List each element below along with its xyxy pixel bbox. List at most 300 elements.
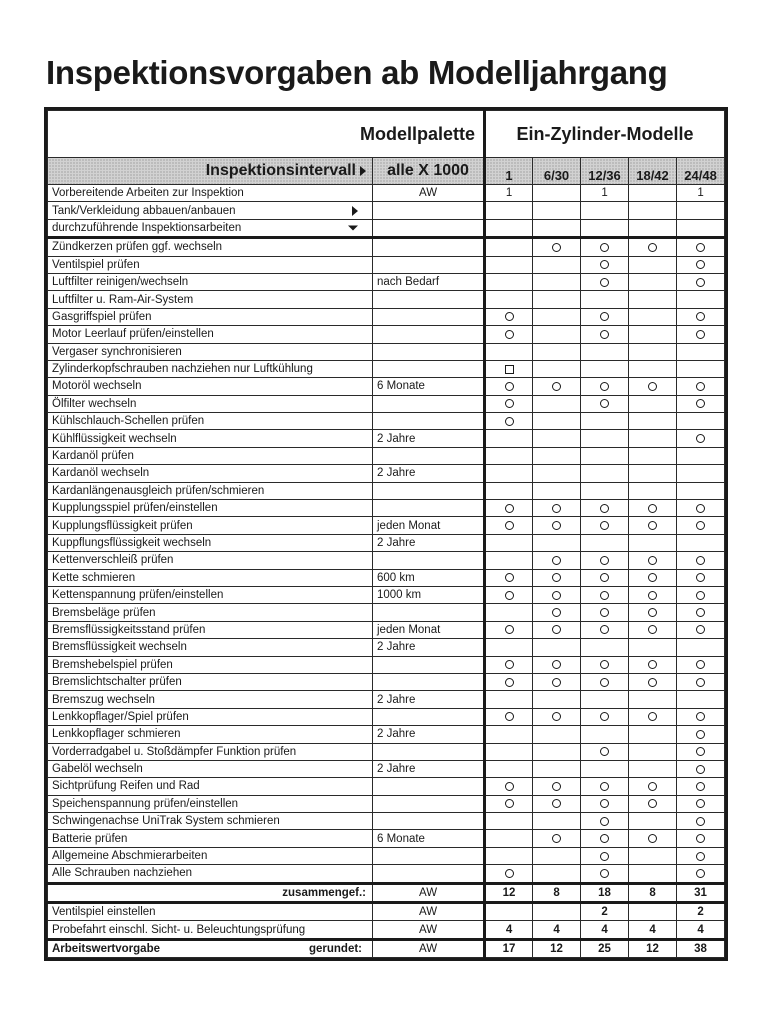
- mark-cell: [533, 621, 581, 638]
- table-row: [48, 830, 725, 847]
- summary-label: zusammengef.:: [48, 883, 373, 902]
- circle-icon: [600, 625, 609, 634]
- interval-value: 1000 km: [373, 586, 485, 603]
- circle-icon: [696, 573, 705, 582]
- task-label: Vergaser synchronisieren: [48, 343, 373, 360]
- table-row: [48, 447, 725, 464]
- summary-unit: AW: [373, 883, 485, 902]
- interval-value: [373, 447, 485, 464]
- task-label: durchzuführende Inspektionsarbeiten: [48, 219, 373, 237]
- interval-value: 6 Monate: [373, 830, 485, 847]
- mark-cell: [485, 778, 533, 795]
- circle-icon: [648, 556, 657, 565]
- circle-icon: [648, 573, 657, 582]
- mark-cell: [485, 308, 533, 325]
- mark-cell: [581, 743, 629, 760]
- mark-cell: [485, 813, 533, 830]
- circle-icon: [696, 521, 705, 530]
- circle-icon: [600, 521, 609, 530]
- interval-value: [373, 395, 485, 412]
- task-label: Alle Schrauben nachziehen: [48, 865, 373, 883]
- circle-icon: [505, 417, 514, 426]
- table-row: [48, 586, 725, 603]
- mark-cell: [629, 378, 677, 395]
- mark-cell: [629, 569, 677, 586]
- circle-icon: [552, 573, 561, 582]
- circle-icon: [600, 834, 609, 843]
- mark-cell: [533, 656, 581, 673]
- mark-cell: [533, 813, 581, 830]
- total-value: 17: [485, 939, 533, 957]
- circle-icon: [696, 817, 705, 826]
- mark-cell: [533, 847, 581, 864]
- mark-cell: [485, 743, 533, 760]
- circle-icon: [552, 799, 561, 808]
- mark-cell: [677, 726, 725, 743]
- mark-cell: [485, 569, 533, 586]
- mark-cell: [677, 534, 725, 551]
- mark-cell: [533, 517, 581, 534]
- total-label-left: Arbeitswertvorgabe: [52, 942, 161, 955]
- interval-value: 2 Jahre: [373, 691, 485, 708]
- mark-cell: [677, 795, 725, 812]
- circle-icon: [505, 678, 514, 687]
- mark-cell: [629, 604, 677, 621]
- circle-icon: [696, 730, 705, 739]
- circle-icon: [600, 852, 609, 861]
- table-row: [48, 621, 725, 638]
- mark-cell: [581, 500, 629, 517]
- interval-value: 2 Jahre: [373, 465, 485, 482]
- mark-cell: [581, 586, 629, 603]
- mark-cell: [677, 447, 725, 464]
- interval-value: 2 Jahre: [373, 430, 485, 447]
- mark-cell: [485, 691, 533, 708]
- mark-cell: [677, 708, 725, 725]
- table-row: [48, 413, 725, 430]
- mark-cell: [629, 726, 677, 743]
- extra-value: 2: [581, 903, 629, 921]
- interval-value: [373, 813, 485, 830]
- task-label: Tank/Verkleidung abbauen/anbauen: [48, 202, 373, 219]
- table-row: [48, 743, 725, 760]
- mark-cell: [533, 395, 581, 412]
- interval-value: [373, 291, 485, 308]
- mark-cell: [533, 708, 581, 725]
- circle-icon: [648, 625, 657, 634]
- mark-cell: [629, 691, 677, 708]
- task-label: Kardanöl wechseln: [48, 465, 373, 482]
- circle-icon: [600, 591, 609, 600]
- mark-cell: [485, 326, 533, 343]
- mark-cell: [485, 202, 533, 219]
- circle-icon: [600, 608, 609, 617]
- circle-icon: [505, 869, 514, 878]
- mark-cell: [581, 621, 629, 638]
- table-row: [48, 430, 725, 447]
- mark-cell: [533, 413, 581, 430]
- circle-icon: [696, 278, 705, 287]
- mark-cell: [581, 256, 629, 273]
- circle-icon: [600, 504, 609, 513]
- total-value: 12: [533, 939, 581, 957]
- mark-cell: [485, 865, 533, 883]
- mark-cell: [629, 395, 677, 412]
- mark-cell: [485, 378, 533, 395]
- circle-icon: [696, 504, 705, 513]
- table-row: [48, 291, 725, 308]
- circle-icon: [696, 869, 705, 878]
- mark-cell: [629, 185, 677, 202]
- mark-cell: [485, 273, 533, 290]
- interval-header: [48, 158, 373, 185]
- circle-icon: [600, 782, 609, 791]
- circle-icon: [600, 312, 609, 321]
- total-label: [48, 939, 373, 957]
- mark-cell: [581, 813, 629, 830]
- mark-cell: [677, 778, 725, 795]
- mark-cell: [581, 291, 629, 308]
- task-label: Lenkkopflager schmieren: [48, 726, 373, 743]
- task-label: Ventilspiel einstellen: [48, 903, 373, 921]
- mark-cell: [677, 830, 725, 847]
- task-label: Zylinderkopfschrauben nachziehen nur Luftkühlung: [48, 360, 373, 377]
- summary-value: 31: [677, 883, 725, 902]
- circle-icon: [648, 504, 657, 513]
- task-label: Allgemeine Abschmierarbeiten: [48, 847, 373, 864]
- mark-cell: [533, 202, 581, 219]
- prep-row: [48, 185, 725, 202]
- circle-icon: [696, 747, 705, 756]
- interval-column-header: 12/36: [581, 158, 629, 185]
- mark-cell: [485, 726, 533, 743]
- mark-cell: [581, 482, 629, 499]
- circle-icon: [696, 260, 705, 269]
- mark-cell: [485, 413, 533, 430]
- circle-icon: [696, 625, 705, 634]
- circle-icon: [648, 782, 657, 791]
- table-row: [48, 517, 725, 534]
- mark-cell: [629, 326, 677, 343]
- task-label: Probefahrt einschl. Sicht- u. Beleuchtungsprüfung: [48, 921, 373, 939]
- task-label: Zündkerzen prüfen ggf. wechseln: [48, 238, 373, 256]
- mark-cell: [581, 395, 629, 412]
- mark-cell: [485, 552, 533, 569]
- mark-cell: [581, 273, 629, 290]
- circle-icon: [696, 799, 705, 808]
- mark-cell: [677, 413, 725, 430]
- circle-icon: [600, 260, 609, 269]
- circle-icon: [648, 243, 657, 252]
- interval-value: 2 Jahre: [373, 760, 485, 777]
- mark-cell: [629, 708, 677, 725]
- mark-cell: [533, 552, 581, 569]
- mark-cell: [485, 465, 533, 482]
- interval-value: [373, 708, 485, 725]
- circle-icon: [552, 608, 561, 617]
- circle-icon: [600, 278, 609, 287]
- extra-value: 4: [581, 921, 629, 939]
- mark-cell: [485, 291, 533, 308]
- inspection-table: [47, 110, 725, 958]
- circle-icon: [552, 504, 561, 513]
- interval-value: nach Bedarf: [373, 273, 485, 290]
- circle-icon: [696, 678, 705, 687]
- inspection-sheet: [44, 107, 728, 961]
- task-label: Kühlschlauch-Schellen prüfen: [48, 413, 373, 430]
- mark-cell: [629, 256, 677, 273]
- mark-cell: [533, 778, 581, 795]
- mark-cell: [581, 219, 629, 237]
- interval-value: AW: [373, 903, 485, 921]
- mark-cell: [533, 673, 581, 690]
- prep-row: [48, 202, 725, 219]
- task-label: Schwingenachse UniTrak System schmieren: [48, 813, 373, 830]
- mark-cell: [677, 621, 725, 638]
- interval-value: [373, 308, 485, 325]
- interval-label: Inspektionsintervall: [205, 162, 356, 179]
- mark-cell: 1: [485, 185, 533, 202]
- extra-row: [48, 903, 725, 921]
- mark-cell: [677, 847, 725, 864]
- interval-value: [373, 326, 485, 343]
- mark-cell: [581, 865, 629, 883]
- mark-cell: [533, 726, 581, 743]
- mark-cell: [581, 413, 629, 430]
- square-icon: [505, 365, 514, 374]
- circle-icon: [648, 799, 657, 808]
- mark-cell: [677, 256, 725, 273]
- table-row: [48, 395, 725, 412]
- mark-cell: [629, 586, 677, 603]
- mark-cell: [629, 482, 677, 499]
- total-value: 38: [677, 939, 725, 957]
- circle-icon: [600, 712, 609, 721]
- mark-cell: [533, 795, 581, 812]
- mark-cell: [533, 378, 581, 395]
- mark-cell: [581, 447, 629, 464]
- circle-icon: [696, 556, 705, 565]
- circle-icon: [505, 799, 514, 808]
- task-label: Kettenspannung prüfen/einstellen: [48, 586, 373, 603]
- table-row: [48, 500, 725, 517]
- mark-cell: [533, 343, 581, 360]
- mark-cell: [533, 482, 581, 499]
- mark-cell: [629, 830, 677, 847]
- mark-cell: [533, 219, 581, 237]
- mark-cell: [677, 552, 725, 569]
- mark-cell: [533, 273, 581, 290]
- total-label-right: gerundet:: [308, 942, 362, 955]
- interval-value: 6 Monate: [373, 378, 485, 395]
- summary-value: 8: [629, 883, 677, 902]
- mark-cell: [581, 517, 629, 534]
- circle-icon: [552, 712, 561, 721]
- task-label: Speichenspannung prüfen/einstellen: [48, 795, 373, 812]
- mark-cell: [581, 465, 629, 482]
- circle-icon: [552, 782, 561, 791]
- task-label: Vorbereitende Arbeiten zur Inspektion: [48, 185, 373, 202]
- task-label: Kette schmieren: [48, 569, 373, 586]
- mark-cell: [581, 847, 629, 864]
- table-row: [48, 726, 725, 743]
- interval-value: [373, 552, 485, 569]
- mark-cell: [581, 795, 629, 812]
- prep-row: [48, 219, 725, 237]
- circle-icon: [505, 521, 514, 530]
- summary-value: 18: [581, 883, 629, 902]
- summary-value: 8: [533, 883, 581, 902]
- mark-cell: [485, 830, 533, 847]
- mark-cell: [581, 343, 629, 360]
- circle-icon: [600, 573, 609, 582]
- interval-row: [48, 158, 725, 185]
- mark-cell: [629, 308, 677, 325]
- interval-value: [373, 343, 485, 360]
- circle-icon: [552, 660, 561, 669]
- circle-icon: [696, 712, 705, 721]
- mark-cell: [485, 238, 533, 256]
- circle-icon: [648, 678, 657, 687]
- table-row: [48, 778, 725, 795]
- circle-icon: [600, 869, 609, 878]
- mark-cell: [485, 586, 533, 603]
- mark-cell: [485, 534, 533, 551]
- table-row: [48, 656, 725, 673]
- table-row: [48, 691, 725, 708]
- circle-icon: [648, 608, 657, 617]
- mark-cell: [485, 482, 533, 499]
- circle-icon: [505, 382, 514, 391]
- circle-icon: [648, 591, 657, 600]
- interval-column-header: 6/30: [533, 158, 581, 185]
- table-row: [48, 238, 725, 256]
- circle-icon: [600, 399, 609, 408]
- circle-icon: [648, 382, 657, 391]
- mark-cell: [677, 343, 725, 360]
- task-label: Kupplungsspiel prüfen/einstellen: [48, 500, 373, 517]
- mark-cell: [629, 673, 677, 690]
- mark-cell: [485, 395, 533, 412]
- mark-cell: [533, 326, 581, 343]
- summary-value: 12: [485, 883, 533, 902]
- mark-cell: [677, 395, 725, 412]
- task-label: Bremsbeläge prüfen: [48, 604, 373, 621]
- total-value: 25: [581, 939, 629, 957]
- interval-value: [373, 500, 485, 517]
- circle-icon: [696, 330, 705, 339]
- task-label: Kardanlängenausgleich prüfen/schmieren: [48, 482, 373, 499]
- mark-cell: [485, 430, 533, 447]
- circle-icon: [696, 782, 705, 791]
- circle-icon: [600, 799, 609, 808]
- interval-value: [373, 673, 485, 690]
- mark-cell: [533, 534, 581, 551]
- mark-cell: [629, 847, 677, 864]
- mark-cell: [677, 639, 725, 656]
- circle-icon: [648, 834, 657, 843]
- table-row: [48, 273, 725, 290]
- mark-cell: [485, 360, 533, 377]
- mark-cell: [533, 360, 581, 377]
- mark-cell: [629, 360, 677, 377]
- mark-cell: [581, 778, 629, 795]
- mark-cell: [581, 430, 629, 447]
- circle-icon: [505, 330, 514, 339]
- task-label: Luftfilter reinigen/wechseln: [48, 273, 373, 290]
- mark-cell: [581, 656, 629, 673]
- interval-value: [373, 219, 485, 237]
- mark-cell: [629, 621, 677, 638]
- mark-cell: [581, 238, 629, 256]
- task-label: Motor Leerlauf prüfen/einstellen: [48, 326, 373, 343]
- mark-cell: [677, 482, 725, 499]
- mark-cell: [629, 430, 677, 447]
- circle-icon: [505, 782, 514, 791]
- mark-cell: [677, 604, 725, 621]
- task-label: Gabelöl wechseln: [48, 760, 373, 777]
- mark-cell: [533, 256, 581, 273]
- mark-cell: [581, 569, 629, 586]
- task-label: Kupplungsflüssigkeit prüfen: [48, 517, 373, 534]
- circle-icon: [600, 382, 609, 391]
- interval-value: jeden Monat: [373, 517, 485, 534]
- mark-cell: [533, 430, 581, 447]
- mark-cell: [629, 865, 677, 883]
- mark-cell: [581, 326, 629, 343]
- task-label: Bremsflüssigkeitsstand prüfen: [48, 621, 373, 638]
- circle-icon: [600, 817, 609, 826]
- circle-icon: [505, 660, 514, 669]
- mark-cell: 1: [677, 185, 725, 202]
- interval-value: [373, 360, 485, 377]
- extra-value: 4: [677, 921, 725, 939]
- interval-value: AW: [373, 185, 485, 202]
- mark-cell: [677, 308, 725, 325]
- extra-value: 4: [485, 921, 533, 939]
- circle-icon: [552, 834, 561, 843]
- mark-cell: [629, 202, 677, 219]
- mark-cell: [629, 465, 677, 482]
- interval-value: [373, 202, 485, 219]
- interval-value: [373, 778, 485, 795]
- circle-icon: [505, 591, 514, 600]
- mark-cell: [629, 343, 677, 360]
- table-row: [48, 552, 725, 569]
- mark-cell: [677, 743, 725, 760]
- circle-icon: [696, 660, 705, 669]
- mark-cell: [485, 621, 533, 638]
- mark-cell: [677, 691, 725, 708]
- task-label: Bremsflüssigkeit wechseln: [48, 639, 373, 656]
- task-label: Kardanöl prüfen: [48, 447, 373, 464]
- task-label: Gasgriffspiel prüfen: [48, 308, 373, 325]
- interval-value: [373, 604, 485, 621]
- interval-value: 600 km: [373, 569, 485, 586]
- page-title: Inspektionsvorgaben ab Modelljahrgang: [46, 54, 668, 91]
- extra-value: 4: [629, 921, 677, 939]
- mark-cell: [629, 656, 677, 673]
- task-label: Bremslichtschalter prüfen: [48, 673, 373, 690]
- extra-value: [629, 903, 677, 921]
- mark-cell: [629, 517, 677, 534]
- task-label: Ventilspiel prüfen: [48, 256, 373, 273]
- task-label: Kühlflüssigkeit wechseln: [48, 430, 373, 447]
- table-row: [48, 813, 725, 830]
- mark-cell: [533, 639, 581, 656]
- mark-cell: [533, 291, 581, 308]
- mark-cell: [581, 760, 629, 777]
